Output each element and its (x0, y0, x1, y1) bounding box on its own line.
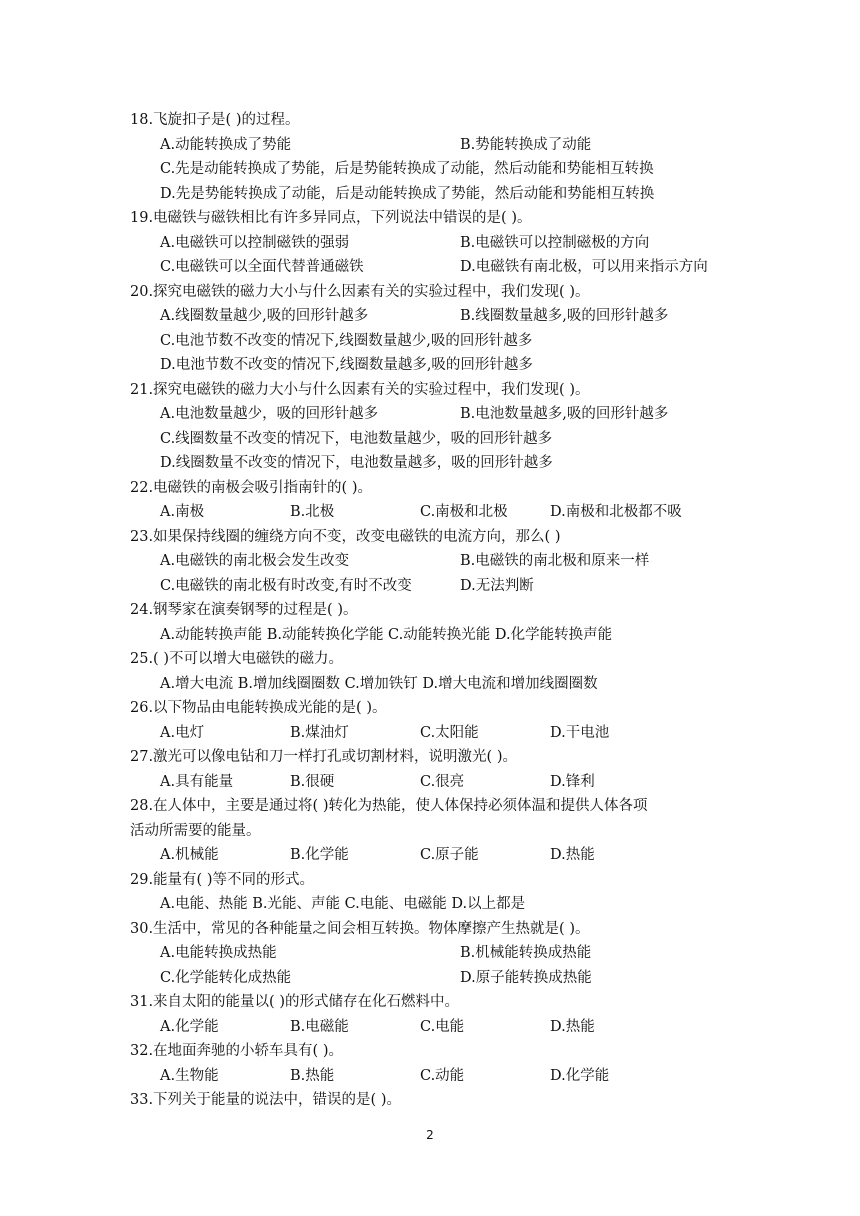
option-row (130, 574, 740, 599)
question-stem: 31.来自太阳的能量以( )的形式储存在化石燃料中。 (130, 994, 459, 1010)
question-stem: 23.如果保持线圈的缠绕方向不变，改变电磁铁的电流方向，那么( ) (130, 528, 561, 545)
answer-option: A.线圈数量越少,吸的回形针越多 (160, 308, 369, 324)
question-block (130, 745, 740, 794)
question-block (130, 794, 740, 868)
page-number: 2 (426, 1128, 434, 1142)
option-row (130, 623, 740, 648)
question-stem: 33.下列关于能量的说法中，错误的是( )。 (130, 1092, 401, 1108)
answer-option: D.线圈数量不改变的情况下，电池数量越多，吸的回形针越多 (160, 455, 553, 471)
question-stem: 32.在地面奔驰的小轿车具有( )。 (130, 1043, 343, 1059)
answer-option: C.线圈数量不改变的情况下，电池数量越少，吸的回形针越多 (160, 430, 553, 447)
question-stem: 28.在人体中，主要是通过将( )转化为热能，使人体保持必须体温和提供人体各项 (130, 798, 648, 814)
answer-option: D.化学能 (550, 1067, 610, 1084)
answer-option: D.南极和北极都不吸 (550, 504, 682, 520)
question-stem: 30.生活中，常见的各种能量之间会相互转换。物体摩擦产生热就是( )。 (130, 920, 590, 937)
answer-option: A.化学能 (160, 1018, 219, 1035)
answer-option: C.电磁铁的南北极有时改变,有时不改变 (160, 577, 412, 594)
option-row (130, 770, 740, 795)
answer-option: C.动能 (420, 1067, 465, 1084)
answer-option: B.热能 (290, 1067, 335, 1084)
answer-option: B.势能转换成了动能 (460, 136, 592, 153)
question-stem: 21.探究电磁铁的磁力大小与什么因素有关的实验过程中，我们发现( )。 (130, 381, 590, 398)
question-stem: 22.电磁铁的南极会吸引指南针的( )。 (130, 479, 372, 496)
answer-option: B.化学能 (290, 847, 349, 863)
option-row (130, 941, 740, 966)
question-block (130, 917, 740, 991)
answer-option: C.电能 (420, 1018, 465, 1035)
option-row (130, 133, 740, 158)
question-block (130, 647, 740, 696)
answer-option: C.很亮 (420, 773, 465, 790)
option-row (130, 182, 740, 207)
option-row (130, 721, 740, 746)
answer-option: D.电磁铁有南北极，可以用来指示方向 (460, 259, 708, 275)
question-block (130, 1039, 740, 1088)
question-stem-continued: 活动所需要的能量。 (130, 822, 261, 839)
answer-option: A.动能转换成了势能 (160, 136, 292, 153)
question-block (130, 868, 740, 917)
question-block (130, 525, 740, 599)
question-block (130, 696, 740, 745)
option-row (130, 255, 740, 280)
answer-option: C.太阳能 (420, 724, 479, 741)
option-row (130, 231, 740, 256)
question-stem: 18.飞旋扣子是( )的过程。 (130, 112, 300, 128)
question-list (130, 108, 740, 1113)
question-stem: 19.电磁铁与磁铁相比有许多异同点，下列说法中错误的是( )。 (130, 210, 532, 226)
answer-option: D.热能 (550, 847, 595, 863)
question-stem: 25.( )不可以增大电磁铁的磁力。 (130, 651, 343, 667)
option-row (130, 843, 740, 868)
answer-option: D.先是势能转换成了动能，后是动能转换成了势能，然后动能和势能相互转换 (160, 185, 655, 202)
answer-option: C.化学能转化成热能 (160, 969, 292, 986)
option-row (130, 1064, 740, 1089)
option-row (130, 304, 740, 329)
answer-option: A.南极 (160, 504, 205, 520)
answer-option: B.煤油灯 (290, 724, 349, 741)
question-block (130, 108, 740, 206)
option-row (130, 353, 740, 378)
question-block (130, 206, 740, 280)
option-row (130, 451, 740, 476)
answer-option: A.具有能量 (160, 773, 234, 790)
answer-option: D.热能 (550, 1018, 595, 1035)
answer-option: B.电磁铁的南北极和原来一样 (460, 553, 650, 569)
option-row (130, 329, 740, 354)
answer-option: C.电磁铁可以全面代替普通磁铁 (160, 259, 364, 275)
option-row (130, 1015, 740, 1040)
answer-option: A.电能转换成热能 (160, 945, 277, 961)
answer-option: B.电磁能 (290, 1018, 349, 1035)
answer-option: A.电灯 (160, 724, 205, 741)
option-row (130, 500, 740, 525)
answer-option: C.电池节数不改变的情况下,线圈数量越少,吸的回形针越多 (160, 332, 533, 349)
question-block (130, 990, 740, 1039)
answer-option: B.北极 (290, 504, 335, 520)
question-block (130, 598, 740, 647)
question-block (130, 280, 740, 378)
option-row (130, 966, 740, 991)
answer-option: A.机械能 (160, 847, 219, 863)
question-block (130, 1088, 740, 1113)
option-row (130, 427, 740, 452)
answer-option: B.很硬 (290, 773, 335, 790)
answer-option: C.南极和北极 (420, 504, 508, 520)
answer-option: B.机械能转换成热能 (460, 945, 592, 961)
answer-option: C.先是动能转换成了势能，后是势能转换成了动能，然后动能和势能相互转换 (160, 161, 654, 177)
question-stem: 27.激光可以像电钻和刀一样打孔或切割材料，说明激光( )。 (130, 749, 517, 765)
option-row (130, 549, 740, 574)
answer-option: A.动能转换声能 B.动能转换化学能 C.动能转换光能 D.化学能转换声能 (160, 626, 613, 643)
answer-option: A.电池数量越少，吸的回形针越多 (160, 406, 379, 422)
answer-option: D.原子能转换成热能 (460, 969, 592, 986)
answer-option: A.电磁铁可以控制磁铁的强弱 (160, 234, 350, 251)
question-stem: 29.能量有( )等不同的形式。 (130, 871, 314, 888)
question-stem: 24.钢琴家在演奏钢琴的过程是( )。 (130, 602, 358, 618)
question-stem: 20.探究电磁铁的磁力大小与什么因素有关的实验过程中，我们发现( )。 (130, 283, 590, 300)
option-row (130, 892, 740, 917)
answer-option: C.原子能 (420, 847, 479, 863)
answer-option: D.干电池 (550, 724, 610, 741)
question-stem: 26.以下物品由电能转换成光能的是( )。 (130, 700, 387, 716)
answer-option: B.线圈数量越多,吸的回形针越多 (460, 308, 669, 324)
answer-option: A.生物能 (160, 1067, 219, 1084)
answer-option: D.电池节数不改变的情况下,线圈数量越多,吸的回形针越多 (160, 357, 533, 373)
answer-option: A.电磁铁的南北极会发生改变 (160, 553, 350, 569)
answer-option: D.无法判断 (460, 577, 534, 594)
answer-option: B.电池数量越多,吸的回形针越多 (460, 406, 669, 422)
question-block (130, 476, 740, 525)
answer-option: B.电磁铁可以控制磁极的方向 (460, 234, 650, 251)
answer-option: D.锋利 (550, 773, 595, 790)
answer-option: A.电能、热能 B.光能、声能 C.电能、电磁能 D.以上都是 (160, 896, 526, 912)
option-row (130, 157, 740, 182)
option-row (130, 402, 740, 427)
answer-option: A.增大电流 B.增加线圈圈数 C.增加铁钉 D.增大电流和增加线圈圈数 (160, 675, 598, 692)
option-row (130, 672, 740, 697)
question-block (130, 378, 740, 476)
